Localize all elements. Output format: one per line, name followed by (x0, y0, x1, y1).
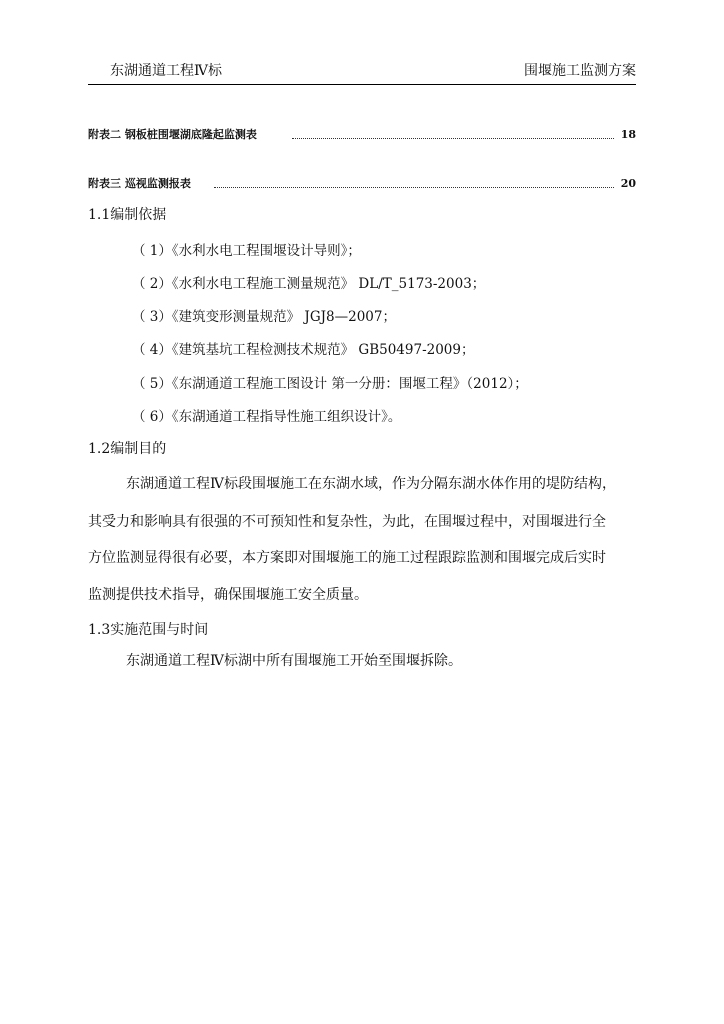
reference-item: （ 6）《东湖通道工程指导性施工组织设计》。 (132, 409, 402, 425)
header-document-title: 围堰施工监测方案 (524, 63, 636, 79)
section-heading-1-2: 1.2编制目的 (88, 441, 167, 457)
reference-item: （ 5）《东湖通道工程施工图设计 第一分册：围堰工程》（2012）； (132, 376, 528, 392)
toc-entry[interactable] (88, 175, 636, 193)
toc-leader-dots (292, 138, 614, 139)
section-heading-1-3: 1.3实施范围与时间 (88, 622, 209, 638)
toc-entry-page: 18 (620, 128, 636, 141)
reference-item: （ 4）《建筑基坑工程检测技术规范》 GB50497-2009； (132, 342, 475, 358)
toc-entry-label: 附表二 钢板桩围堰湖底隆起监测表 (88, 126, 261, 144)
header-project-title: 东湖通道工程Ⅳ标 (110, 63, 222, 79)
purpose-paragraph-line: 东湖通道工程Ⅳ标段围堰施工在东湖水域，作为分隔东湖水体作用的堤防结构， (126, 476, 616, 492)
scope-paragraph: 东湖通道工程Ⅳ标湖中所有围堰施工开始至围堰拆除。 (126, 653, 462, 669)
reference-item: （ 3）《建筑变形测量规范》 JGJ8—2007； (132, 309, 396, 325)
reference-item: （ 2）《水利水电工程施工测量规范》 DL/T_5173-2003； (132, 276, 486, 292)
reference-item: （ 1）《水利水电工程围堰设计导则》； (132, 243, 361, 259)
purpose-paragraph-line: 其受力和影响具有很强的不可预知性和复杂性，为此，在围堰过程中，对围堰进行全 (88, 514, 606, 530)
toc-entry-label: 附表三 巡视监测报表 (88, 175, 195, 193)
purpose-paragraph-line: 监测提供技术指导，确保围堰施工安全质量。 (88, 587, 368, 603)
section-heading-1-1: 1.1编制依据 (88, 207, 167, 223)
page-header (88, 62, 636, 85)
purpose-paragraph-line: 方位监测显得很有必要，本方案即对围堰施工的施工过程跟踪监测和围堰完成后实时 (88, 550, 606, 566)
toc-entry[interactable] (88, 126, 636, 144)
toc-entry-page: 20 (620, 177, 636, 190)
toc-leader-dots (214, 187, 614, 188)
